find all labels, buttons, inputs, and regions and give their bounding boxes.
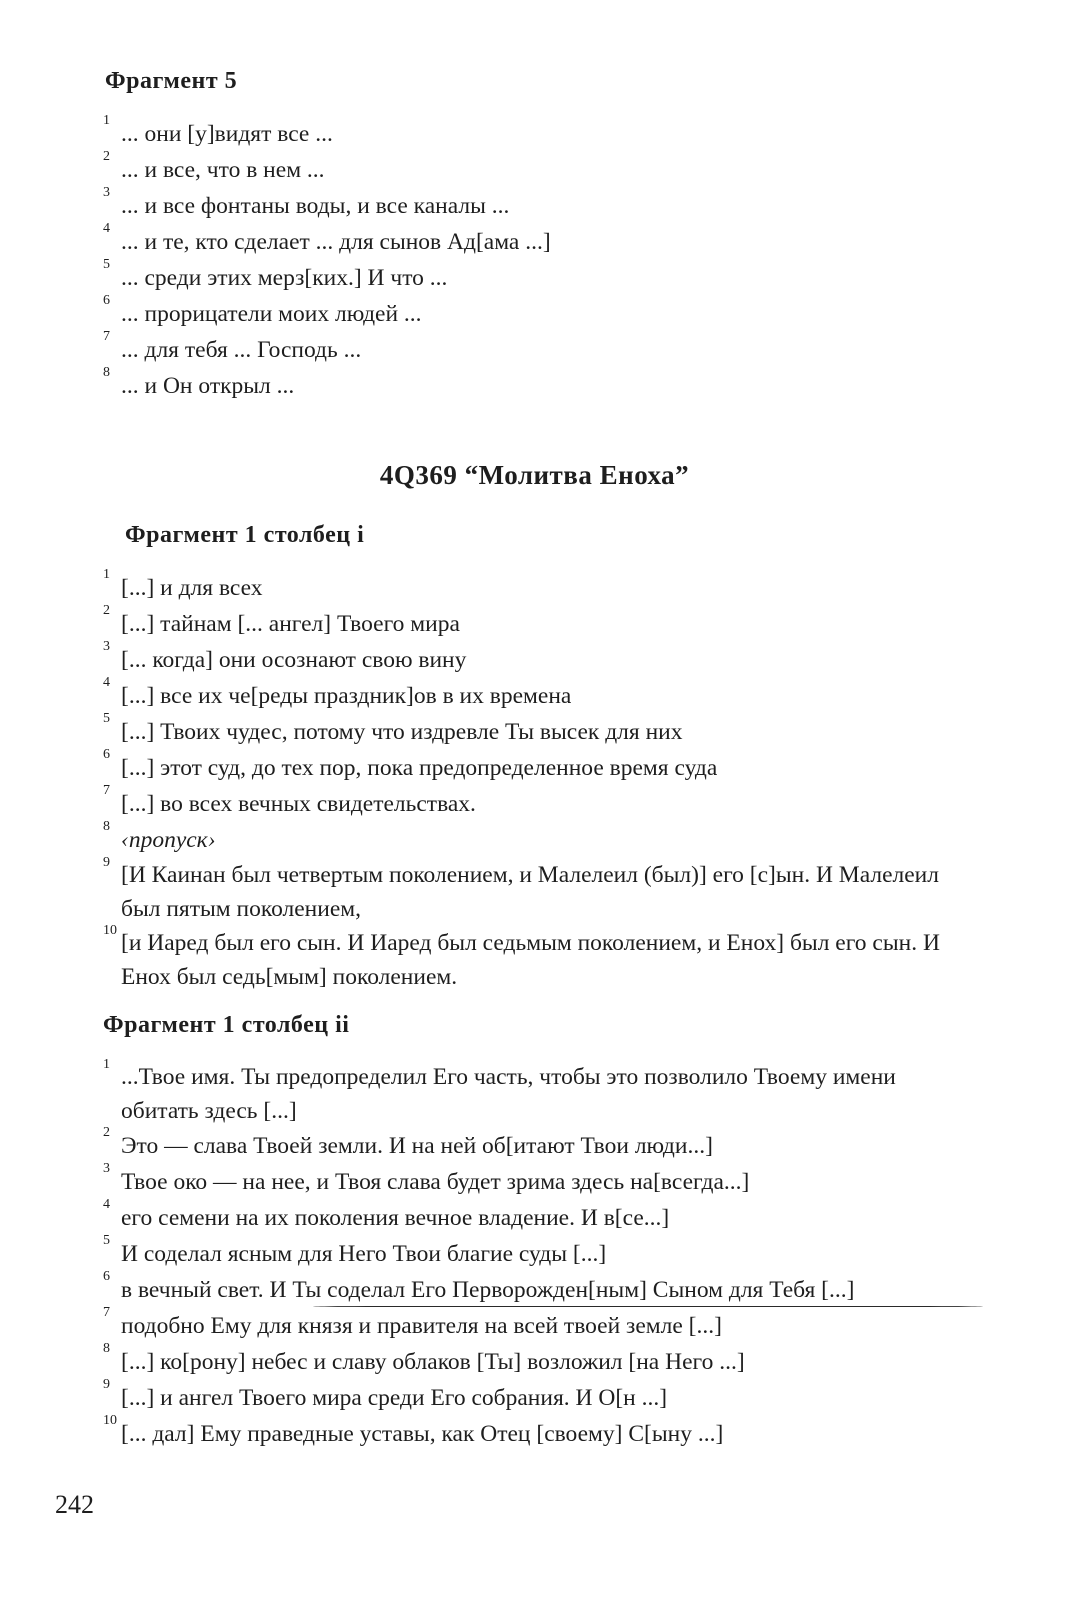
line-text: [и Иаред был его сын. И Иаред был седьмым поколением, и Енох] был его сын. И Енох был седь[мым] поколением. [121, 930, 940, 990]
text-line [103, 819, 976, 858]
text-line [103, 1377, 976, 1416]
line-number: 3 [103, 1161, 110, 1176]
text-line [103, 1413, 976, 1452]
line-number: 5 [103, 257, 110, 272]
line-text: ‹пропуск› [121, 827, 216, 853]
line-text: [...] тайнам [... ангел] Твоего мира [121, 611, 460, 637]
line-text: [... когда] они осознают свою вину [121, 647, 467, 673]
line-text: [...] этот суд, до тех пор, пока предопределенное время суда [121, 755, 718, 781]
text-line [103, 711, 976, 750]
line-number: 8 [103, 1341, 110, 1356]
line-number: 6 [103, 293, 110, 308]
line-text: [...] Твоих чудес, потому что издревле Ты высек для них [121, 719, 683, 745]
line-text: ... прорицатели моих людей ... [121, 301, 422, 327]
text-line [103, 603, 976, 642]
text-line [103, 675, 976, 714]
line-number: 4 [103, 675, 110, 690]
text-line [103, 1197, 976, 1236]
fragment-1-col-ii-lines [103, 1057, 976, 1452]
line-text: в вечный свет. И Ты соделал Его Перворожден[ным] Сыном для Тебя [...] [121, 1277, 855, 1303]
line-number: 7 [103, 783, 110, 798]
fragment-5-lines [103, 113, 551, 404]
line-text: ... и все, что в нем ... [121, 157, 325, 183]
text-line [103, 221, 551, 260]
line-number: 2 [103, 149, 110, 164]
line-number: 7 [103, 329, 110, 344]
text-line [103, 1233, 976, 1272]
line-number: 5 [103, 1233, 110, 1248]
line-number: 10 [103, 1413, 117, 1428]
text-line [103, 365, 551, 404]
text-line [103, 113, 551, 152]
line-number: 9 [103, 1377, 110, 1392]
line-text: ... и все фонтаны воды, и все каналы ... [121, 193, 510, 219]
line-number: 6 [103, 747, 110, 762]
line-number: 5 [103, 711, 110, 726]
line-text: Твое око — на нее, и Твоя слава будет зрима здесь на[всегда...] [121, 1169, 750, 1195]
line-text: [...] и для всех [121, 575, 263, 601]
line-number: 6 [103, 1269, 110, 1284]
text-line [103, 567, 976, 606]
line-number: 8 [103, 819, 110, 834]
text-line [103, 1305, 976, 1344]
line-text: ... и те, кто сделает ... для сынов Ад[ама ...] [121, 229, 551, 255]
line-number: 10 [103, 923, 117, 938]
document-title: 4Q369 “Молитва Еноха” [379, 460, 690, 490]
text-line [103, 149, 551, 188]
line-number: 3 [103, 185, 110, 200]
line-number: 4 [103, 221, 110, 236]
text-line [103, 1341, 976, 1380]
text-line [103, 257, 551, 296]
text-line [103, 329, 551, 368]
line-number: 1 [103, 567, 110, 582]
line-text: [...] и ангел Твоего мира среди Его собрания. И О[н ...] [121, 1385, 668, 1411]
text-line [103, 1125, 976, 1164]
line-text: [...] все их че[реды праздник]ов в их времена [121, 683, 572, 709]
line-number: 1 [103, 1057, 110, 1072]
line-number: 8 [103, 365, 110, 380]
text-line [103, 185, 551, 224]
line-number: 2 [103, 1125, 110, 1140]
line-text: подобно Ему для князя и правителя на всей твоей земле [...] [121, 1313, 722, 1339]
text-line [103, 1269, 976, 1308]
page-number: 242 [55, 1490, 94, 1519]
line-number: 1 [103, 113, 110, 128]
line-text: [И Каинан был четвертым поколением, и Малелеил (был)] его [с]ын. И Малелеил был пятым поколением, [121, 862, 939, 922]
line-text: ... и Он открыл ... [121, 373, 295, 399]
text-line [103, 747, 976, 786]
line-text: [...] во всех вечных свидетельствах. [121, 791, 476, 817]
line-text: его семени на их поколения вечное владение. И в[се...] [121, 1205, 670, 1231]
line-text: ... для тебя ... Господь ... [121, 337, 362, 363]
text-line [103, 783, 976, 822]
handwritten-underline [313, 1306, 983, 1307]
fragment-1-col-i-heading: Фрагмент 1 столбец i [125, 522, 365, 548]
text-line [103, 923, 976, 994]
text-line [103, 639, 976, 678]
text-line [103, 1057, 976, 1128]
line-text: ...Твое имя. Ты предопределил Его часть, чтобы это позволило Твоему имени обитать здесь [...] [121, 1064, 896, 1124]
line-text: [... дал] Ему праведные уставы, как Отец [своему] С[ыну ...] [121, 1421, 724, 1447]
text-line [103, 855, 976, 926]
text-line [103, 293, 551, 332]
line-number: 3 [103, 639, 110, 654]
line-text: ... они [у]видят все ... [121, 121, 333, 147]
line-number: 2 [103, 603, 110, 618]
text-line [103, 1161, 976, 1200]
line-number: 7 [103, 1305, 110, 1320]
line-number: 4 [103, 1197, 110, 1212]
fragment-1-col-ii-heading: Фрагмент 1 столбец ii [103, 1012, 350, 1038]
line-text: ... среди этих мерз[ких.] И что ... [121, 265, 448, 291]
line-text: И соделал ясным для Него Твои благие суды [...] [121, 1241, 607, 1267]
line-text: Это — слава Твоей земли. И на ней об[итают Твои люди...] [121, 1133, 713, 1159]
line-number: 9 [103, 855, 110, 870]
fragment-5-heading: Фрагмент 5 [105, 68, 238, 94]
line-text: [...] ко[рону] небес и славу облаков [Ты] возложил [на Него ...] [121, 1349, 745, 1375]
fragment-1-col-i-lines [103, 567, 976, 994]
